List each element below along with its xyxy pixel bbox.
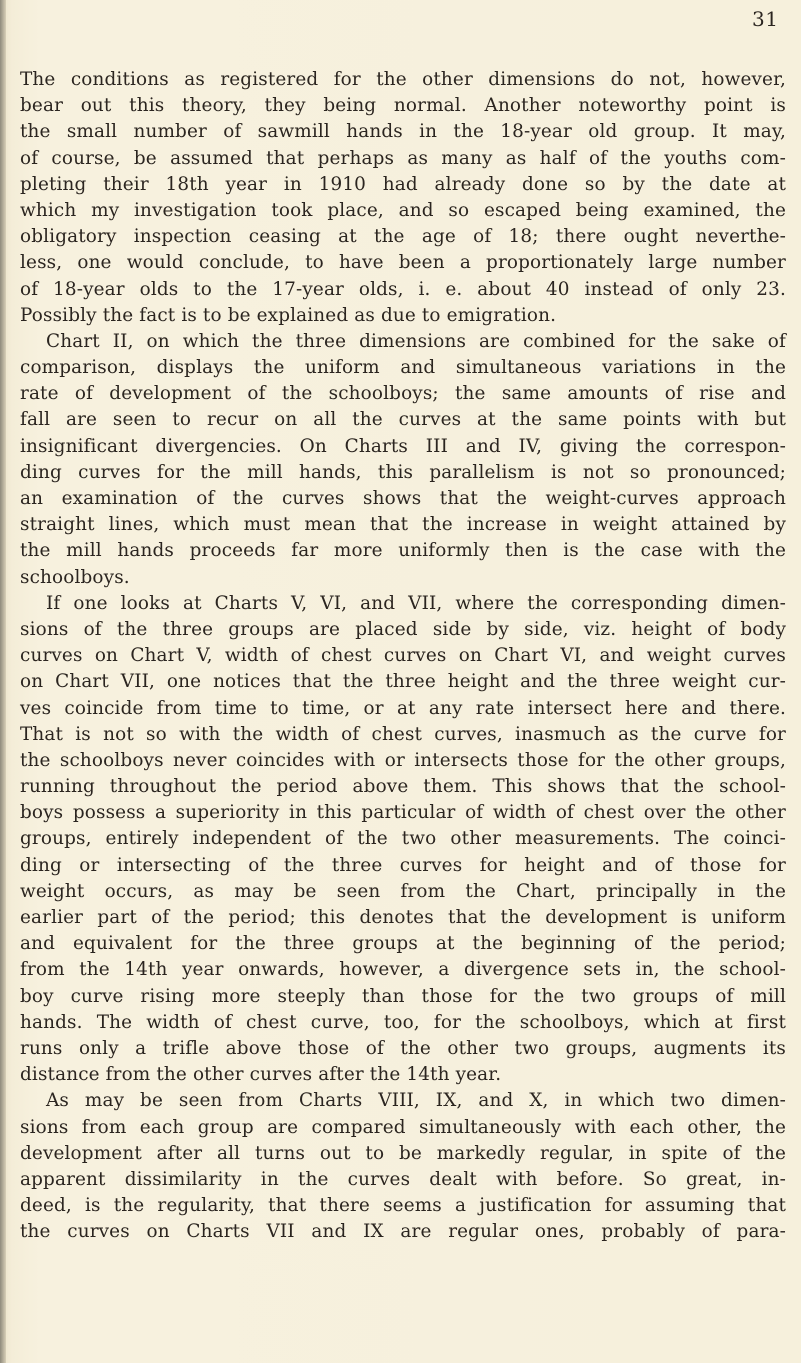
text-line: runs only a trifle above those of the other two groups, augments its [20, 1037, 786, 1059]
text-line: groups, entirely independent of the two other measurements. The coinci- [20, 828, 786, 850]
text-line: straight lines, which must mean that the increase in weight attained by [20, 514, 786, 536]
text-line: less, one would conclude, to have been a proportionately large number [20, 252, 786, 274]
text-line: on Chart VII, one notices that the three height and the three weight cur- [20, 671, 786, 693]
text-line: the schoolboys never coincides with or intersects those for the other groups, [20, 749, 786, 771]
text-line: an examination of the curves shows that the weight-curves approach [20, 488, 786, 509]
text-line: of 18-year olds to the 17-year olds, i. e. about 40 instead of only 23. [20, 278, 786, 300]
text-line: insignificant divergencies. On Charts III and IV, giving the correspon- [20, 435, 786, 457]
text-line: As may be seen from Charts VIII, IX, and X, in which two dimen- [46, 1090, 786, 1112]
text-line: the mill hands proceeds far more uniformly then is the case with the [20, 540, 786, 562]
text-line: deed, is the regularity, that there seems a justification for assuming that [20, 1195, 786, 1217]
text-line: The conditions as registered for the other dimensions do not, however, [20, 69, 786, 90]
text-line: ding curves for the mill hands, this parallelism is not so pronounced; [20, 461, 786, 483]
text-line: apparent dissimilarity in the curves dealt with before. So great, in- [20, 1168, 786, 1190]
text-line: the small number of sawmill hands in the 18-year old group. It may, [20, 121, 786, 143]
text-line: pleting their 18th year in 1910 had already done so by the date at [20, 173, 786, 195]
text-line: bear out this theory, they being normal. Another noteworthy point is [20, 95, 786, 117]
text-line: fall are seen to recur on all the curves at the same points with but [20, 409, 786, 431]
text-line: curves on Chart V, width of chest curves on Chart VI, and weight curves [20, 645, 786, 667]
text-line: hands. The width of chest curve, too, for the schoolboys, which at first [20, 1011, 786, 1033]
text-line: obligatory inspection ceasing at the age of 18; there ought neverthe- [20, 226, 786, 248]
text-line: the curves on Charts VII and IX are regular ones, probably of para- [20, 1221, 786, 1243]
paragraph [20, 1088, 786, 1245]
text-line: comparison, displays the uniform and simultaneous variations in the [20, 357, 786, 379]
text-line: That is not so with the width of chest curves, inasmuch as the curve for [20, 723, 786, 745]
paragraph [20, 329, 786, 591]
text-line: Chart II, on which the three dimensions are combined for the sake of [46, 330, 786, 352]
text-line: running throughout the period above them. This shows that the school- [20, 776, 786, 798]
text-line: ves coincide from time to time, or at any rate intersect here and there. [20, 697, 786, 719]
text-line: development after all turns out to be markedly regular, in spite of the [20, 1142, 786, 1164]
page-number: 31 [752, 7, 779, 31]
text-line: boys possess a superiority in this particular of width of chest over the other [20, 802, 786, 824]
text-line: and equivalent for the three groups at the beginning of the period; [20, 933, 786, 955]
text-line: weight occurs, as may be seen from the Chart, principally in the [20, 880, 786, 902]
text-line: If one looks at Charts V, VI, and VII, where the corresponding dimen- [46, 592, 786, 614]
text-line: Possibly the fact is to be explained as due to emigration. [20, 304, 557, 326]
text-line: sions of the three groups are placed side by side, viz. height of body [20, 618, 786, 640]
body-text [20, 67, 786, 1245]
paragraph [20, 591, 786, 1089]
text-line: boy curve rising more steeply than those for the two groups of mill [20, 985, 786, 1007]
text-line: which my investigation took place, and so escaped being examined, the [20, 199, 786, 221]
binding-gutter-shadow [0, 0, 6, 1363]
text-line: ding or intersecting of the three curves for height and of those for [20, 854, 786, 876]
text-line: distance from the other curves after the 14th year. [20, 1064, 502, 1086]
paragraph [20, 67, 786, 329]
text-line: from the 14th year onwards, however, a divergence sets in, the school- [20, 959, 786, 981]
text-line: earlier part of the period; this denotes that the development is uniform [20, 907, 786, 928]
text-line: rate of development of the schoolboys; the same amounts of rise and [20, 383, 786, 405]
text-line: of course, be assumed that perhaps as many as half of the youths com- [20, 147, 786, 169]
text-line: sions from each group are compared simultaneously with each other, the [20, 1116, 786, 1138]
text-line: schoolboys. [20, 566, 130, 588]
